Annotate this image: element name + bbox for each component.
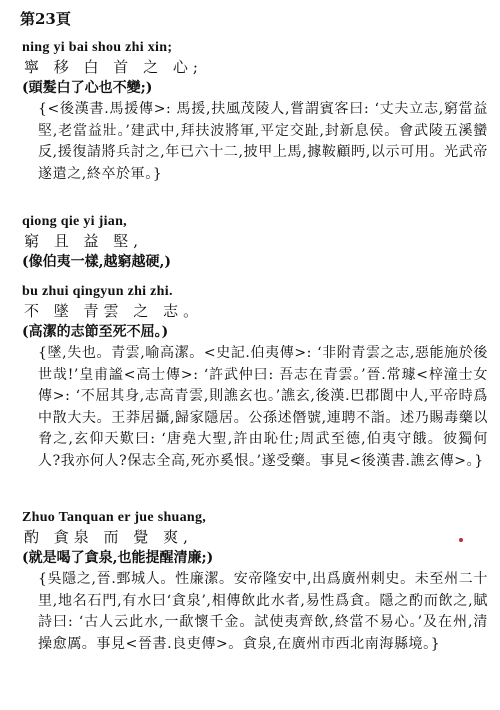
page-number: 第23頁 [20, 10, 71, 28]
chinese-line: 酌 貪泉 而 覺 爽, [24, 528, 193, 546]
verse-entry-2 [22, 214, 488, 271]
gloss-line: (就是喝了貪泉,也能提醒清廉;) [22, 550, 214, 566]
annotation: {<後漢書.馬援傳>: 馬援,扶風茂陵人,嘗謂賓客曰: ‘丈夫立志,窮當益堅,老當益壯。’建武中,拜扶波將軍,平定交趾,封新息侯。會武陵五溪蠻反,援復請將兵討之,年已六十二,披甲上馬,據鞍顧眄,以示可用。光武帝遂遣之,終卒於軍。} [38, 101, 488, 182]
pinyin-line: bu zhui qingyun zhi zhi. [22, 284, 173, 299]
chinese-line: 寧 移 白 首 之 心; [24, 58, 203, 76]
annotation: {墜,失也。青雲,喻高潔。<史記.伯夷傳>: ‘非附青雲之志,惡能施於後世哉!’皇甫謐<高士傳>: ‘許武仲曰: 吾志在青雲。’晉.常璩<梓潼士女傳>: ‘不屈其身,志高青雲,則譙玄也。’譙玄,後漢.巴郡閬中人,平帝時爲中散大夫。王莽居攝,歸家隱居。公孫述僭號,連聘不詣。述乃賜毒藥以脅之,玄仰天歎曰: ‘唐堯大聖,許由恥仕;周武至德,伯夷守餓。彼獨何人?我亦何人?保志全高,死亦奚恨。’遂受藥。事見<後漢書.譙玄傳>。} [38, 345, 488, 469]
pinyin-line: qiong qie yi jian, [22, 214, 127, 229]
gloss-line: (高潔的志節至死不屈。) [22, 324, 169, 340]
gloss-line: (像伯夷一樣,越窮越硬,) [22, 254, 171, 270]
pinyin-line: ning yi bai shou zhi xin; [22, 40, 173, 55]
verse-entry-3 [22, 284, 488, 472]
red-dot-mark [459, 538, 463, 542]
verse-entry-4 [22, 510, 488, 655]
verse-entry-1 [22, 40, 488, 185]
gloss-line: (頭髮白了心也不變;) [22, 80, 153, 96]
pinyin-line: Zhuo Tanquan er jue shuang, [22, 510, 207, 525]
chinese-line: 不 墜 青雲 之 志。 [24, 302, 204, 320]
annotation: {吳隱之,晉.鄄城人。性廉潔。安帝隆安中,出爲廣州刺史。未至州二十里,地名石門,有水曰‘貪泉’,相傳飲此水者,易性爲貪。隱之酌而飲之,賦詩曰: ‘古人云此水,一歃懷千金。試使夷齊飲,終當不易心。’及在州,清操愈厲。事見<晉書.良吏傳>。貪泉,在廣州市西北南海縣境。} [38, 571, 488, 652]
chinese-line: 窮 且 益 堅, [24, 232, 144, 250]
